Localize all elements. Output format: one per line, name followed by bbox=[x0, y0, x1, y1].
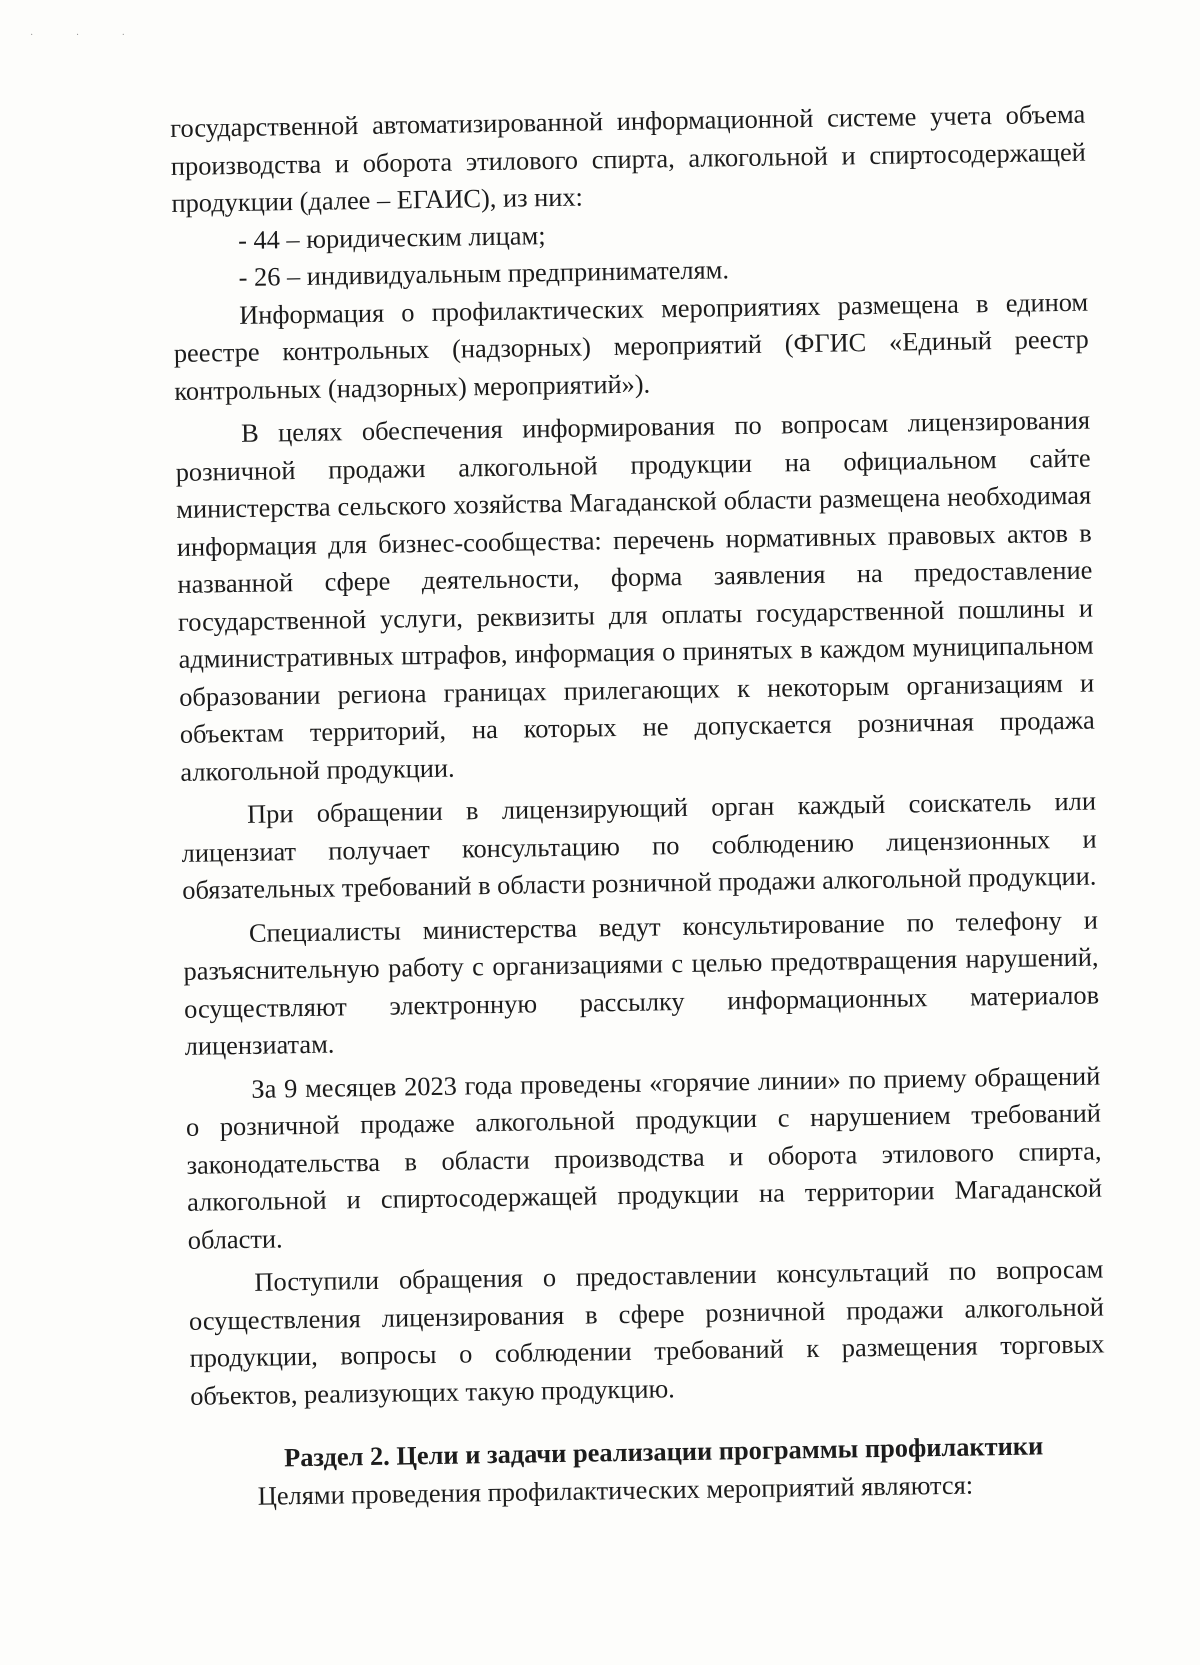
paragraph-information: В целях обеспечения информирования по вопросам лицензирования розничной продажи алкогольной продукции на официальном сайте министерства сельского хозяйства Магаданской области размещена необходимая информация для бизнес-сообщества: перечень нормативных правовых актов в названной сфере деятельности, форма заявления на предоставление государственной услуги, реквизиты для оплаты государственной пошлины и административных штрафов, информация о принятых в каждом муниципальном образовании региона границах прилегающих к некоторым организациям и объектам территорий, на которых не допускается розничная продажа алкогольной продукции. bbox=[175, 404, 1095, 787]
scan-specks: · · · bbox=[30, 30, 145, 41]
section-heading: Раздел 2. Цели и задачи реализации программы профилактики bbox=[283, 1430, 1044, 1473]
paragraph-consultation: При обращении в лицензирующий орган каждый соискатель или лицензиат получает консультацию по соблюдению лицензионных и обязательных требований в области розничной продажи алкогольной продукции. bbox=[181, 785, 1097, 905]
list-item: - 44 – юридическим лицам; bbox=[237, 219, 546, 255]
section-intro: Целями проведения профилактических мероприятий являются: bbox=[257, 1469, 974, 1511]
continuation-paragraph: государственной автоматизированной информационной системе учета объема производства и оборота этилового спирта, алкогольной и спиртосодержащей продукции (далее – ЕГАИС), из них: bbox=[170, 98, 1086, 218]
list-item: - 26 – индивидуальным предпринимателям. bbox=[238, 254, 730, 292]
paragraph-registry: Информация о профилактических мероприятиях размещена в едином реестре контрольных (надзорных) мероприятий (ФГИС «Единый реестр контрольных (надзорных) мероприятий»). bbox=[173, 286, 1089, 406]
paragraph-hotlines: За 9 месяцев 2023 года проведены «горячие линии» по приему обращений о розничной продаже алкогольной продукции с нарушением требований законодательства в области производства и оборота этилового спирта, алкогольной и спиртосодержащей продукции на территории Магаданской области. bbox=[185, 1060, 1103, 1255]
document-body bbox=[170, 96, 1107, 1516]
paragraph-requests: Поступили обращения о предоставлении консультаций по вопросам осуществления лицензирования в сфере розничной продажи алкогольной продукции, вопросы о соблюдении требований к размещения торговых объектов, реализующих такую продукцию. bbox=[188, 1253, 1105, 1411]
paragraph-specialists: Специалисты министерства ведут консультирование по телефону и разъяснительную работу с организациями с целью предотвращения нарушений, осуществляют электронную рассылку информационных материалов лицензиатам. bbox=[183, 904, 1100, 1061]
